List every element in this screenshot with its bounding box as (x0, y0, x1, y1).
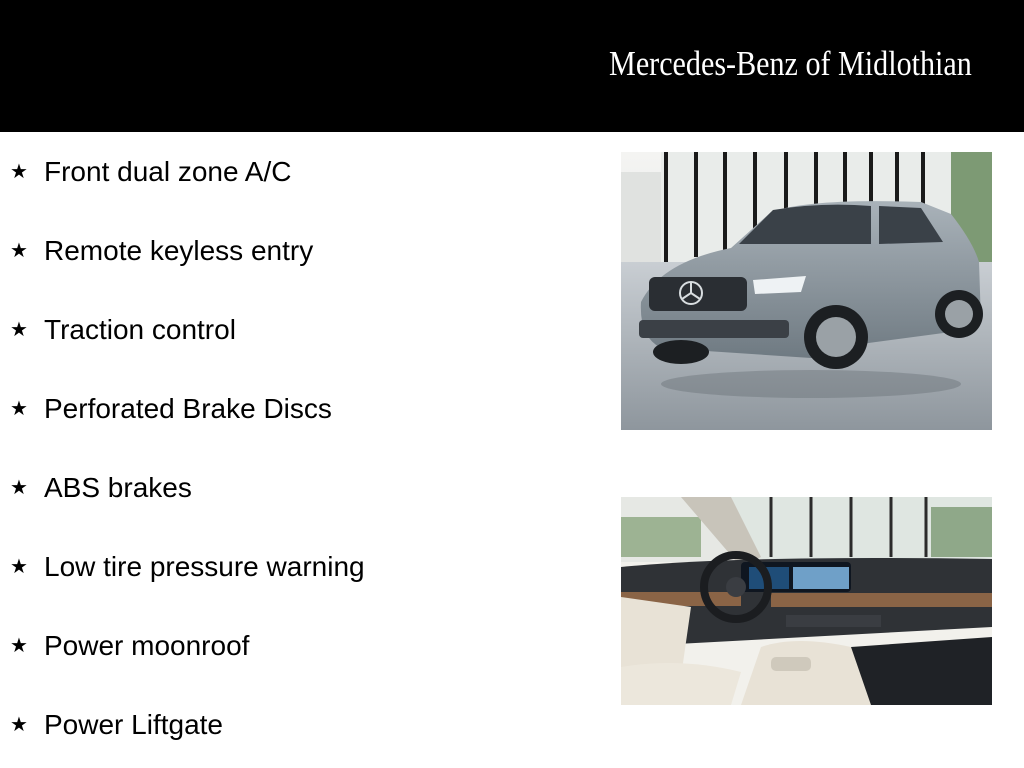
star-icon: ★ (10, 398, 28, 420)
dealer-name: Mercedes-Benz of Midlothian (609, 44, 972, 83)
feature-item (10, 468, 192, 508)
star-icon: ★ (10, 714, 28, 736)
star-icon: ★ (10, 161, 28, 183)
suv-interior-photo (621, 497, 992, 705)
feature-label: Power Liftgate (44, 709, 223, 740)
feature-label: Traction control (44, 314, 236, 345)
exterior-photo (621, 152, 992, 430)
feature-label: Low tire pressure warning (44, 551, 365, 582)
feature-label: Power moonroof (44, 630, 250, 661)
feature-item (10, 310, 236, 350)
interior-photo (621, 497, 992, 705)
feature-label: Perforated Brake Discs (44, 393, 332, 424)
feature-item (10, 626, 249, 666)
star-icon: ★ (10, 556, 28, 578)
feature-item (10, 231, 313, 271)
feature-item (10, 705, 223, 745)
feature-item (10, 389, 332, 429)
star-icon: ★ (10, 635, 28, 657)
suv-exterior-photo (621, 152, 992, 430)
header-bar (0, 0, 1024, 132)
feature-label: Front dual zone A/C (44, 156, 292, 187)
star-icon: ★ (10, 319, 28, 341)
star-icon: ★ (10, 477, 28, 499)
star-icon: ★ (10, 240, 28, 262)
feature-label: ABS brakes (44, 472, 192, 503)
feature-item (10, 152, 291, 192)
feature-item (10, 547, 365, 587)
feature-label: Remote keyless entry (44, 235, 314, 266)
